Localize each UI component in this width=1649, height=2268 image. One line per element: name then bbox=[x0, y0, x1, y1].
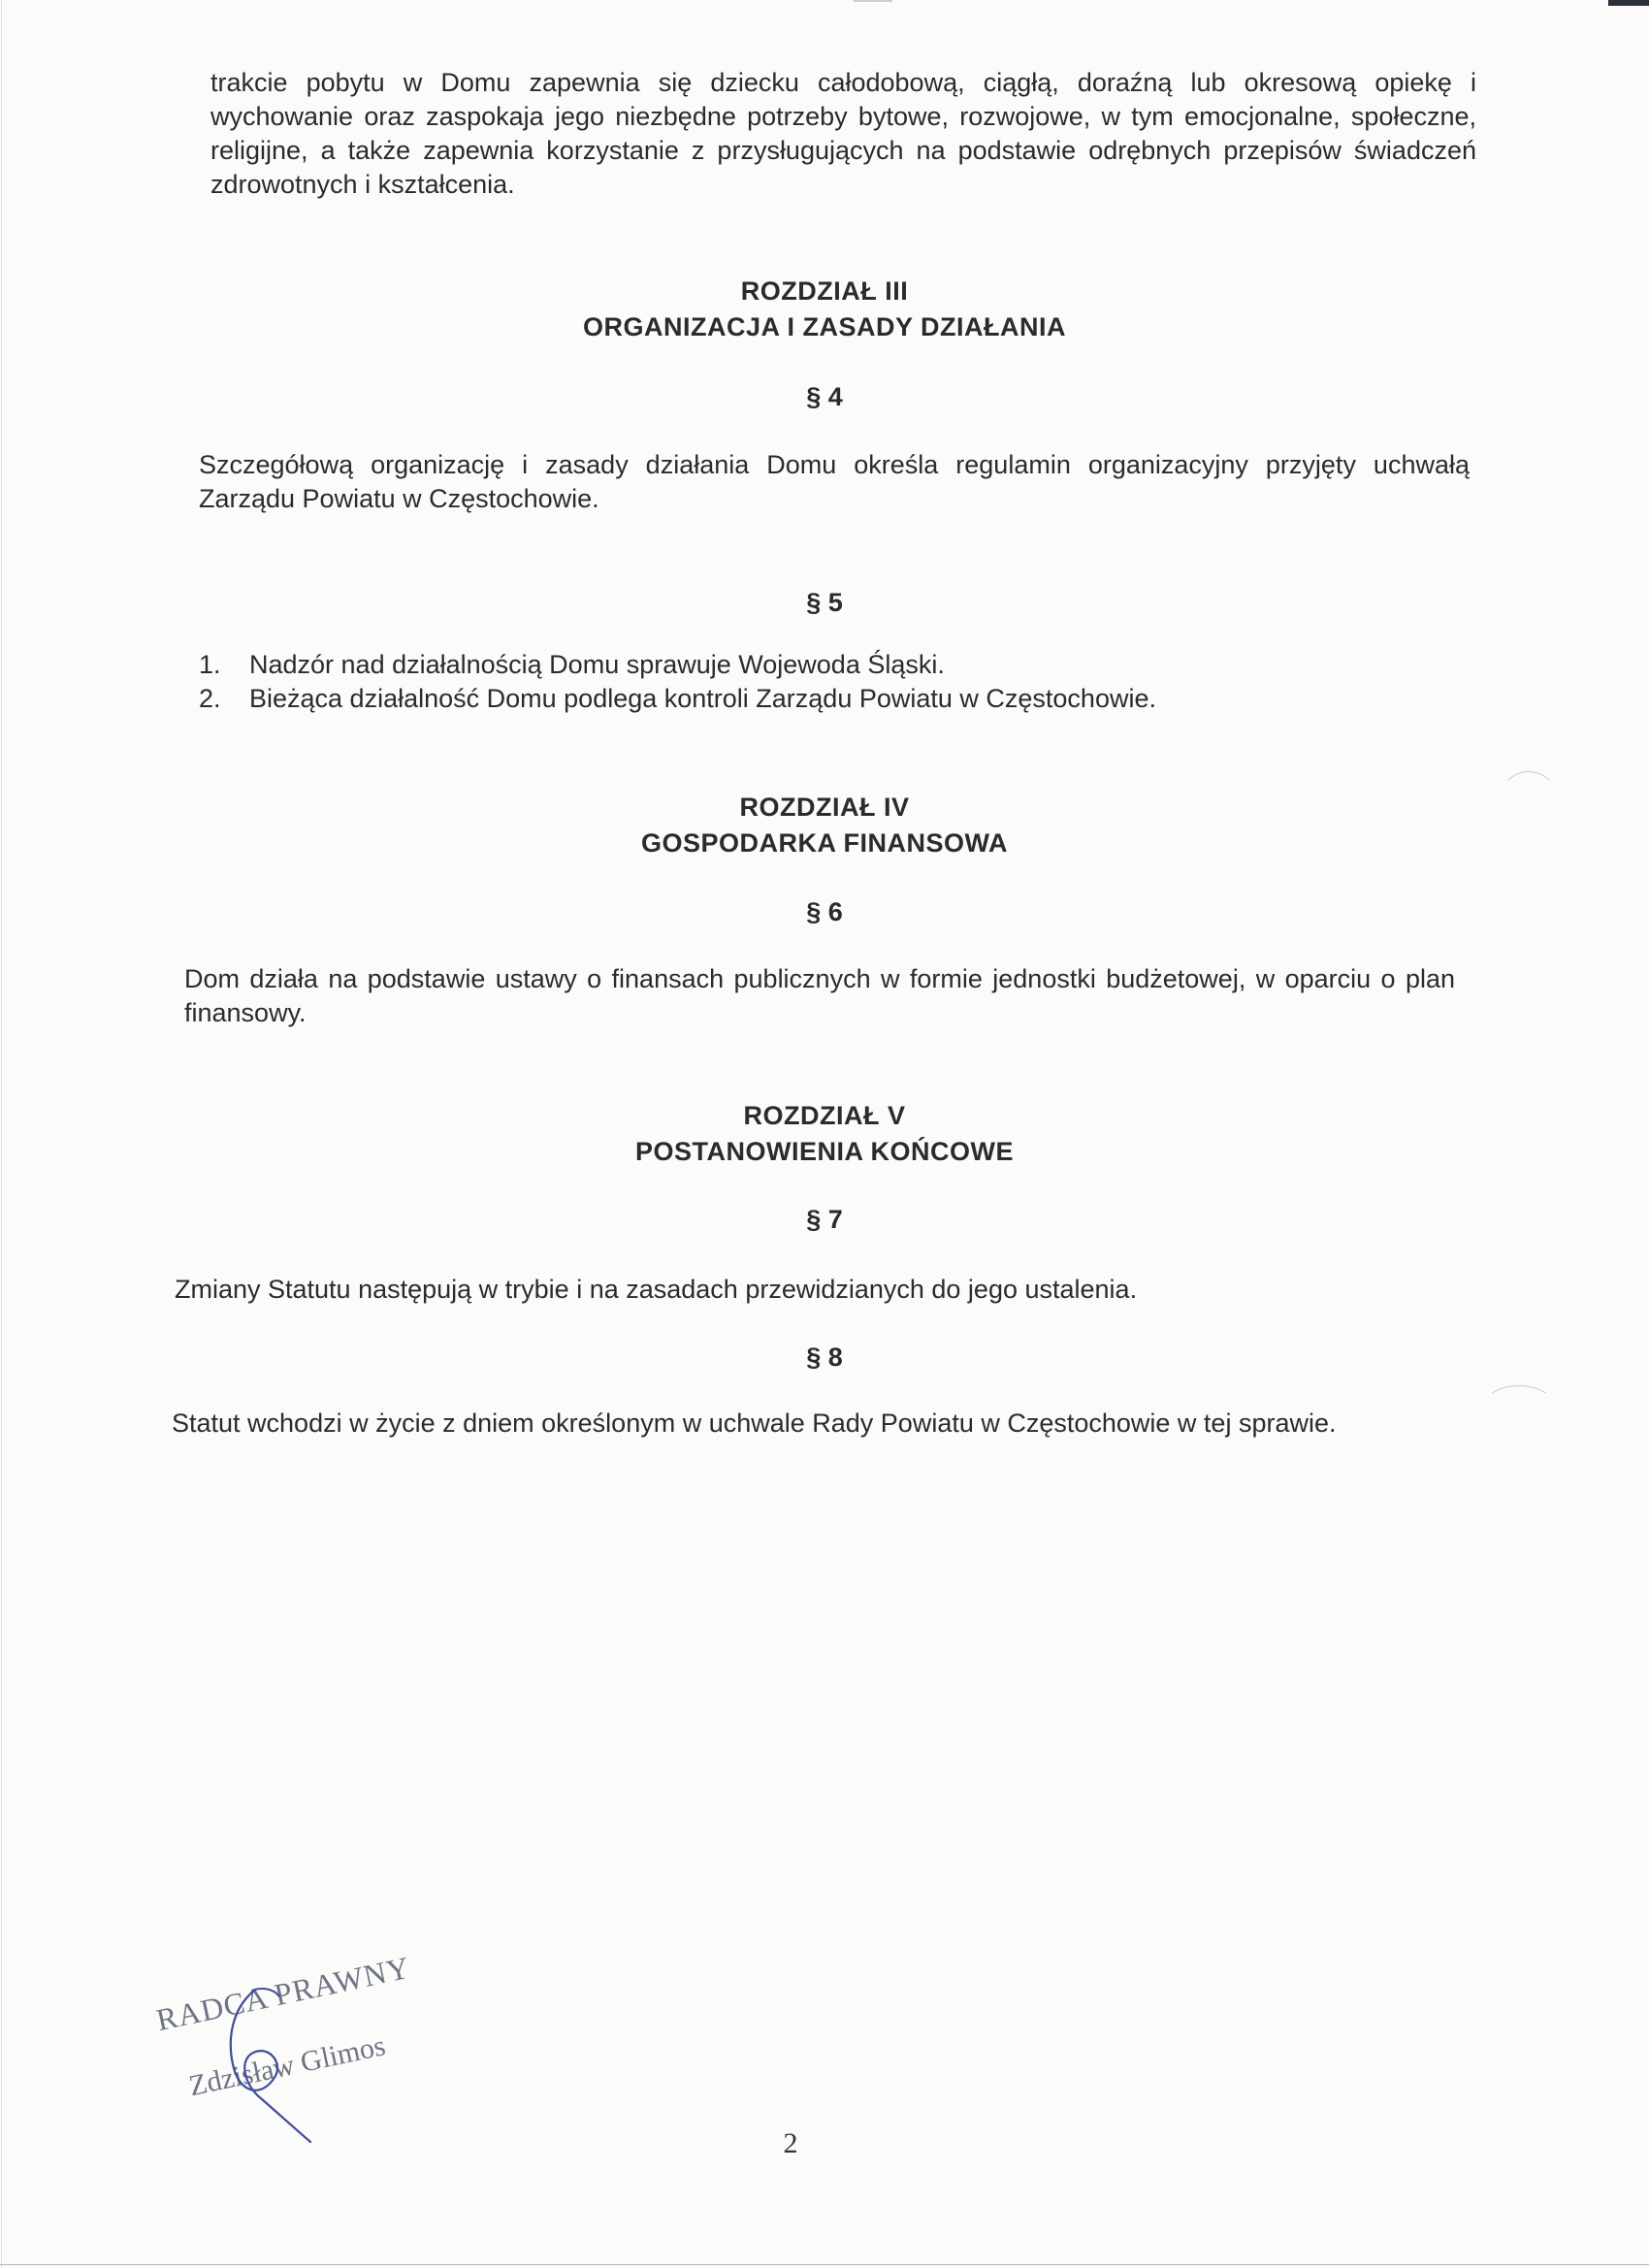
scan-edge bbox=[0, 2264, 1649, 2265]
scan-mark bbox=[1608, 0, 1649, 6]
chapter-3-title: ORGANIZACJA I ZASADY DZIAŁANIA bbox=[582, 312, 1066, 341]
chapter-5-title: POSTANOWIENIA KOŃCOWE bbox=[635, 1137, 1014, 1166]
scan-artifact bbox=[1484, 1385, 1554, 1426]
intro-paragraph: trakcie pobytu w Domu zapewnia się dziecku całodobową, ciągłą, doraźną lub okresową opiekę i wychowanie oraz zaspokaja jego niezbędne potrzeby bytowe, rozwojowe, w tym emocjonalne, społeczne, religijne, a także zapewnia korzystanie z przysługujących na podstawie odrębnych przepisów świadczeń zdrowotnych i kształcenia. bbox=[210, 68, 1476, 199]
section-6-text: Dom działa na podstawie ustawy o finansach publicznych w formie jednostki budżetowej, w oparciu o plan finansowy. bbox=[184, 964, 1455, 1027]
chapter-3-number: ROZDZIAŁ III bbox=[740, 276, 909, 306]
chapter-4-title: GOSPODARKA FINANSOWA bbox=[640, 828, 1008, 858]
section-4-sign: § 4 bbox=[806, 382, 843, 411]
list-item bbox=[199, 682, 1156, 716]
list-item-text: Bieżąca działalność Domu podlega kontroli Zarządu Powiatu w Częstochowie. bbox=[249, 684, 1156, 713]
chapter-5-number: ROZDZIAŁ V bbox=[743, 1101, 906, 1130]
list-item bbox=[199, 648, 1156, 682]
handwritten-signature bbox=[194, 1979, 330, 2144]
chapter-4-number: ROZDZIAŁ IV bbox=[739, 793, 910, 822]
list-item-number: 2. bbox=[199, 684, 221, 713]
section-5-sign: § 5 bbox=[806, 588, 843, 617]
stamp-name: Zdzisław Glimos bbox=[186, 2029, 389, 2103]
section-8-sign: § 8 bbox=[806, 1343, 843, 1372]
section-8-text: Statut wchodzi w życie z dniem określonym w uchwale Rady Powiatu w Częstochowie w tej sprawie. bbox=[172, 1409, 1337, 1438]
scan-mark bbox=[854, 0, 892, 2]
section-6-sign: § 6 bbox=[806, 897, 843, 926]
list-item-text: Nadzór nad działalnością Domu sprawuje Wojewoda Śląski. bbox=[249, 650, 945, 679]
list-item-number: 1. bbox=[199, 650, 221, 679]
stamp-title: RADCA PRAWNY bbox=[153, 1949, 414, 2038]
section-7-sign: § 7 bbox=[806, 1205, 843, 1234]
page-number: 2 bbox=[783, 2127, 798, 2159]
section-4-text: Szczegółową organizację i zasady działania Domu określa regulamin organizacyjny przyjęty uchwałą Zarządu Powiatu w Częstochowie. bbox=[199, 450, 1470, 513]
section-5-list bbox=[199, 648, 1156, 716]
section-7-text: Zmiany Statutu następują w trybie i na zasadach przewidzianych do jego ustalenia. bbox=[175, 1275, 1138, 1304]
